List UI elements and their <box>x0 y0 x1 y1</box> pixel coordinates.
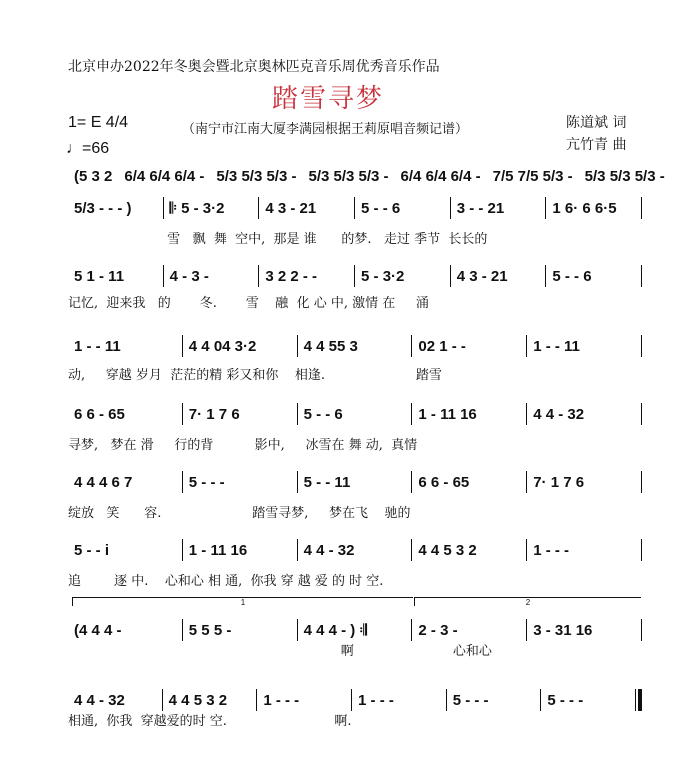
measure: 5 - - 6 <box>303 405 343 423</box>
measure: 5 - - 11 <box>303 473 351 491</box>
measure: 4 4 4 6 7 <box>74 473 133 491</box>
key-signature: 1= E 4/4 <box>68 114 129 131</box>
measure: 7· 1 7 6 <box>533 473 585 491</box>
volta-1: 1 <box>72 597 413 606</box>
subtitle: 北京申办2022年冬奥会暨北京奥林匹克音乐周优秀音乐作品 <box>68 59 440 75</box>
measure: 1 - - - <box>533 541 570 559</box>
measure: 4 4 - 32 <box>533 405 585 423</box>
composer: 亢竹青 曲 <box>566 137 627 153</box>
notation-system <box>68 404 642 424</box>
measure: 5 5 5 - <box>188 621 232 639</box>
lyrics-line: 寻梦, 梦在 滑 行的背 影中, 冰雪在 舞 动, 真情 <box>68 438 418 453</box>
measure: 5 - 3·2 <box>361 267 405 285</box>
measure: 1 - - - <box>358 691 394 709</box>
measure: 5 - - 6 <box>361 199 401 217</box>
tempo-marking: ♩=66 <box>66 140 110 157</box>
measure: 5 - - - <box>188 473 225 491</box>
measure: 5 1 - 11 <box>74 267 125 285</box>
measure: 1 - 11 16 <box>418 405 477 423</box>
bar-line <box>641 197 642 219</box>
bar-line <box>641 619 642 641</box>
bar-line <box>641 265 642 287</box>
measure: 5 - - 6 <box>552 267 592 285</box>
bar-line <box>641 539 642 561</box>
volta-2: 2 <box>414 597 641 606</box>
measure: 3 - 31 16 <box>533 621 593 639</box>
notation-system <box>68 472 642 492</box>
measure: 7· 1 7 6 <box>188 405 240 423</box>
lyrics-line: 动, 穿越 岁月 茫茫的精 彩又和你 相逢. 踏雪 <box>68 368 442 383</box>
measure: 1 - 11 16 <box>188 541 248 559</box>
measure: 4 4 5 3 2 <box>168 691 228 709</box>
measure: 7/5 7/5 5/3 - <box>492 167 573 185</box>
measure: 02 1 - - <box>418 337 466 355</box>
lyrics-line: 绽放 笑 容. 踏雪寻梦, 梦在飞 驰的 <box>68 506 411 521</box>
measure: (4 4 4 - <box>74 621 122 639</box>
transcription-note: （南宁市江南大厦李满园根据王莉原唱音频记谱） <box>182 121 469 136</box>
measure: 6/4 6/4 6/4 - <box>124 167 205 185</box>
measure: 4 4 55 3 <box>303 337 358 355</box>
measure: 6/4 6/4 6/4 - <box>400 167 481 185</box>
bar-line <box>641 335 642 357</box>
measure: 2 - 3 - <box>418 621 458 639</box>
measure: 5/3 - - - ) <box>74 199 132 217</box>
measure: 6 6 - 65 <box>418 473 470 491</box>
measure: 1 6· 6 6·5 <box>552 199 617 217</box>
notation-system <box>68 198 642 218</box>
measure: 4 3 - 21 <box>456 267 508 285</box>
song-title: 踏雪寻梦 <box>272 84 385 114</box>
measure: 5/3 5/3 5/3 - <box>216 167 297 185</box>
lyrics-line: 追 逐 中. 心和心 相 通, 你我 穿 越 爱 的 时 空. <box>68 574 384 589</box>
measure: 4 3 - 21 <box>265 199 317 217</box>
bar-line <box>635 689 636 711</box>
measure: 4 4 5 3 2 <box>418 541 477 559</box>
measure: 4 4 4 - ) 𝄇 <box>303 621 367 639</box>
notation-system <box>68 166 665 186</box>
measure: 4 4 - 32 <box>74 691 125 709</box>
bar-line <box>641 403 642 425</box>
notation-system <box>68 336 642 356</box>
measure: 5/3 5/3 5/3 - <box>584 167 665 185</box>
lyrics-line: 啊 心和心 <box>68 644 492 659</box>
measure: 1 - - - <box>263 691 300 709</box>
notation-system <box>68 540 642 560</box>
measure: 5 - - - <box>452 691 489 709</box>
lyricist: 陈道斌 词 <box>566 115 627 131</box>
measure: 4 - 3 - <box>169 267 209 285</box>
measure: (5 3 2 <box>74 167 113 185</box>
measure: 1 - - 11 <box>74 337 121 355</box>
lyrics-line: 相通, 你我 穿越爱的时 空. 啊. <box>68 714 352 729</box>
lyrics-line: 雪 飘 舞 空中, 那是 谁 的梦. 走过 季节 长长的 <box>68 232 488 247</box>
final-bar-line <box>638 689 642 711</box>
bar-line <box>641 471 642 493</box>
measure: 5 - - i <box>74 541 110 559</box>
measure: 5/3 5/3 5/3 - <box>308 167 389 185</box>
measure: 4 4 04 3·2 <box>188 337 257 355</box>
measure: 6 6 - 65 <box>74 405 125 423</box>
notation-system <box>68 620 642 640</box>
measure: 4 4 - 32 <box>303 541 355 559</box>
measure: 1 - - 11 <box>533 337 580 355</box>
measure: 3 - - 21 <box>456 199 505 217</box>
lyrics-line: 记忆, 迎来我 的 冬. 雪 融 化 心 中, 激情 在 涌 <box>68 296 429 311</box>
measure: 3 2 2 - - <box>265 267 318 285</box>
notation-system <box>68 690 642 710</box>
measure: 5 - - - <box>547 691 584 709</box>
measure: 𝄆 5 - 3·2 <box>169 199 225 217</box>
notation-system <box>68 266 642 286</box>
